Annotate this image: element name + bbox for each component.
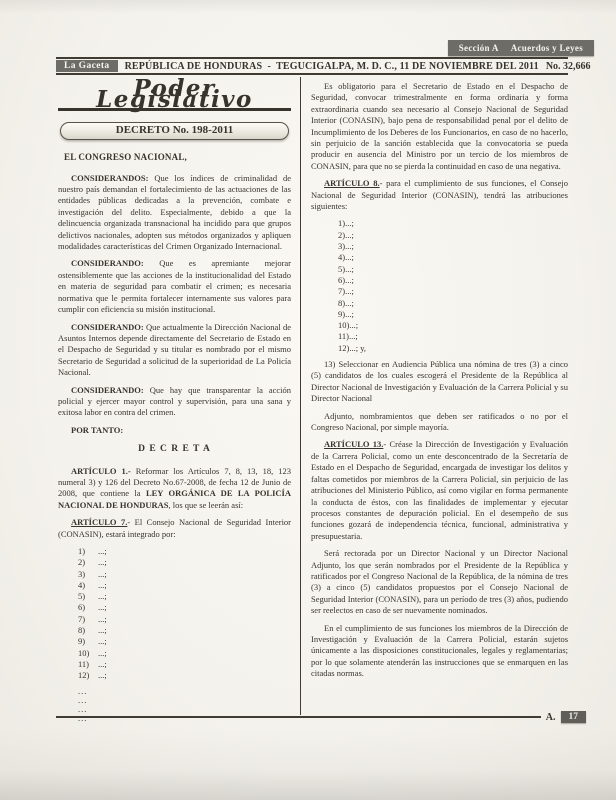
list-item: 12) ...; y, (338, 342, 367, 353)
articulo-7-text: - El Consejo Nacional de Seguridad Interior (CONASIN), estará integrado por: (58, 517, 292, 539)
decree-number-plate: DECRETO No. 198-2011 (60, 122, 289, 140)
articulo-7-lead: ARTÍCULO 7. (71, 517, 128, 528)
masthead-bar (56, 57, 591, 75)
list-item: 1) ...; (78, 546, 107, 556)
considerando-text: Que hay que transparentar la acción policial y ejercer mayor control y supervisión, para una sana y exitosa labor en contra del crimen. (58, 384, 291, 418)
list-item: 3) ...; (78, 568, 107, 579)
considerando-paragraph-3 (58, 322, 291, 379)
title-wrap (58, 75, 291, 114)
articulo-1-lead: ARTÍCULO 1.- (71, 465, 131, 476)
list-item: 9) ...; (338, 308, 354, 319)
articulo-8-text: - para el cumplimiento de sus funciones, el Consejo Nacional de Seguridad Interior (CONASIN), tendrá las atribuciones siguientes: (311, 178, 568, 212)
masthead-title: REPÚBLICA DE HONDURAS - TEGUCIGALPA, M. D. C., 11 DE NOVIEMBRE DEL 2011 (124, 60, 539, 72)
articulo-1-text-after: , los que se leerán así: (168, 499, 244, 510)
issue-number: No. 32,666 (545, 60, 591, 72)
list-item: ... (78, 694, 88, 705)
page-title: Poder Legislativo (58, 83, 291, 111)
articulo-1-text: Reformar los Artículos 7, 8, 13, 18, 123 numeral 3) y 126 del Decreto No.67-2008, de fecha 12 de Junio de 2008, que contiene la (58, 465, 292, 499)
list-item: 3) ...; (338, 241, 354, 252)
considerando-lead: CONSIDERANDO: (71, 258, 144, 269)
la-gaceta-badge: La Gaceta (56, 60, 118, 72)
cumplimiento-paragraph: En el cumplimiento de sus funciones los miembros de la Dirección de Investigación y Evaluación de la Carrera Policial, estarán sujetos únicamente a las disposiciones constitucionales, legales y reglamentarias; por lo que solamente atenderán las instrucciones que se enmarquen en las citadas normas. (311, 622, 568, 679)
page-letter: A. (545, 711, 556, 723)
list-item: 12) ...; (78, 670, 107, 681)
list-item: 6) ...; (78, 602, 107, 613)
list-item: 10) ...; (338, 320, 359, 331)
considerando-lead: CONSIDERANDOS: (71, 172, 149, 183)
sera-rectorada-paragraph: Será rectorada por un Director Nacional y un Director Nacional Adjunto, los que serán nombrados por el Presidente de la República y ratificados por el Congreso Nacional de la República, de la nómina de tres (3) a cinco (5) candidatos propuestos por el Consejo Nacional de Seguridad Interior (CONASIN), para un período de tres (3) años, pudiendo ser reelectos en caso de ser nuevamente nominados. (311, 548, 568, 616)
right-column (301, 77, 568, 715)
list-item: 6) ...; (338, 274, 354, 285)
section-name: Acuerdos y Leyes (510, 43, 583, 53)
left-column (56, 77, 301, 715)
considerando-paragraph-2 (58, 258, 291, 315)
considerando-lead: CONSIDERANDO: (71, 384, 144, 395)
articulo-13-paragraph (311, 439, 568, 542)
articulo-1-paragraph (58, 466, 291, 512)
section-label: Sección A (458, 43, 499, 53)
articulo-7-paragraph (58, 517, 291, 540)
list-item: 1) ...; (338, 218, 354, 229)
list-item: 2) ...; (78, 557, 107, 568)
list-item: 5) ...; (78, 591, 107, 602)
articulo-13-text: - Créase la Dirección de Investigación y Evaluación de la Carrera Policial, como un ente desconcentrado de la Secretaría de Estado en el Despacho de Seguridad, encargada de investigar los delitos y faltas cometidos por miembros de la Carrera Policial, sin perjuicio de las atribuciones del Ministerio Público, así como vigilar en forma permanente la conducta de éstos, con las finalidades de implementar y ejecutar procesos constantes de depuración policial. En el desempeño de sus funciones gozará de independencia técnica, funcional, administrativa y presupuestaria. (311, 439, 568, 541)
adjunto-paragraph: Adjunto, nombramientos que deben ser ratificados o no por el Congreso Nacional, por simple mayoría. (311, 410, 568, 433)
considerando-lead: CONSIDERANDO: (71, 321, 144, 332)
list-item: 5) ...; (338, 263, 354, 274)
section-badge (448, 40, 594, 56)
list-item: ... (78, 685, 88, 696)
list-item: 8) ...; (78, 625, 107, 636)
obligatorio-paragraph: Es obligatorio para el Secretario de Estado en el Despacho de Seguridad, convocar trimestralmente en forma ordinaria y forma extraordinaria cuando sea necesario al Consejo Nacional de Seguridad Interior (CONASIN), bajo pena de responsabilidad penal por el delito de Incumplimiento de los Deberes de los Funcionarios, en caso de no hacerlo, sin perjuicio de la sanción establecida que la convocatoria se pueda producir en ausencia del Ministro por un tercio de los miembros de CONASIN, para que no se pierda la continuidad en caso de una negativa. (311, 81, 568, 171)
list-item: 4) ...; (78, 579, 107, 590)
considerando-text: Que los índices de criminalidad de nuestro país demandan el fortalecimiento de las actuaciones de las entidades públicas dedicadas a la prevención, combate e investigación del delito. Especialmente, debido a que la delincuencia organizada transnacional ha incidido para que grupos delictivos nacionales, adopten sus métodos organizados y apliquen modalidades características del Crimen Organizado Internacional. (58, 172, 292, 252)
atribuciones-list (338, 218, 568, 354)
articulo-8-lead: ARTÍCULO 8. (324, 178, 380, 189)
articulo-8-paragraph (311, 178, 568, 212)
considerando-text: Que actualmente la Dirección Nacional de Asuntos Internos depende directamente del Secretario de Estado en el Despacho de Seguridad y su titular es nombrado por el mismo Secretario de Seguridad a solicitud de la superioridad de La Policía Nacional. (58, 321, 291, 378)
footer-row (56, 711, 586, 723)
list-item: 7) ...; (78, 613, 107, 624)
considerando-text: Que es apremiante mejorar ostensiblemente que las acciones de la institucionalidad del Estado en materia de seguridad para combatir el crimen; es necesaria normativa que le permita fortalecer internamente sus valores para cumplir con eficiencia su misión institucional. (58, 258, 292, 315)
list-item: ... (78, 703, 88, 714)
congress-heading: EL CONGRESO NACIONAL, (64, 152, 187, 163)
considerando-paragraph-4 (58, 385, 291, 419)
decree-body (56, 77, 568, 715)
law-name: LEY ORGÁNICA DE LA POLICÍA NACIONAL DE HONDURAS (58, 488, 291, 510)
list-item: 11) ...; (78, 658, 107, 669)
decreta-heading: D E C R E T A (138, 444, 211, 455)
footer-rule (56, 716, 541, 718)
por-tanto-heading: POR TANTO: (71, 424, 124, 435)
list-item: 10) ...; (78, 647, 107, 658)
page-number-badge: 17 (561, 711, 587, 723)
list-item: 9) ...; (78, 636, 107, 647)
list-item: 11) ...; (338, 331, 358, 342)
considerando-paragraph-1 (58, 173, 291, 253)
list-item: 7) ...; (338, 286, 354, 297)
conasin-members-list (78, 546, 291, 682)
list-item: 4) ...; (338, 252, 354, 263)
articulo-13-lead: ARTÍCULO 13. (324, 439, 384, 450)
item-13-paragraph: 13) Seleccionar en Audiencia Pública una nómina de tres (3) a cinco (5) candidatos de los cuales escogerá el Presidente de la República al Director Nacional de Investigación y Evaluación de la Carrera Policial y su Director Nacional (311, 359, 568, 404)
list-item: 2) ...; (338, 229, 354, 240)
list-item: 8) ...; (338, 297, 354, 308)
